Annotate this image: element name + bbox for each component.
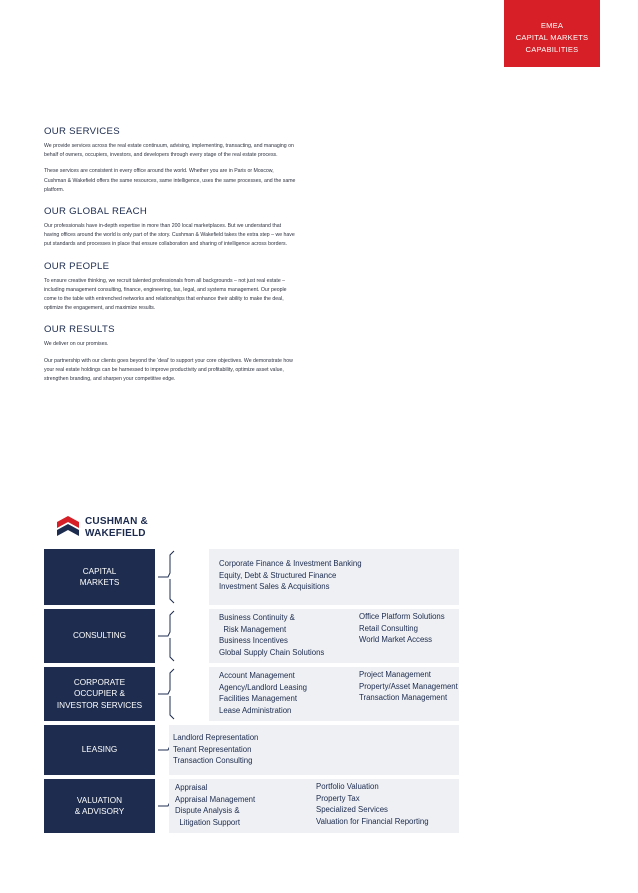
- section-paragraph: Our professionals have in-depth expertise in more than 200 local marketplaces. But we understand that having offices around the world is only part of the story. Cushman & Wakefield takes the extra step – we have put standards and processes in place that ensure collaboration and sharing of intelligence across borders.: [44, 223, 295, 248]
- service-item: Corporate Finance & Investment Banking: [219, 559, 362, 568]
- category-line: MARKETS: [79, 578, 120, 587]
- logo-text-line2: WAKEFIELD: [85, 528, 146, 539]
- service-item: Litigation Support: [175, 817, 241, 827]
- logo-mark-icon: [56, 515, 80, 539]
- service-row-leasing: [44, 725, 459, 775]
- tag-line-subtitle: CAPABILITIES: [525, 45, 579, 54]
- service-item: Lease Administration: [219, 705, 292, 715]
- service-panel: [169, 725, 459, 775]
- service-item: Retail Consulting: [359, 623, 418, 633]
- service-column-2: [359, 669, 458, 704]
- category-line: INVESTOR SERVICES: [56, 700, 143, 710]
- service-item: Agency/Landlord Leasing: [219, 682, 307, 692]
- category-label: [44, 667, 155, 721]
- brace-connector-icon: [158, 667, 206, 721]
- category-line: OCCUPIER &: [74, 689, 125, 699]
- service-item: Valuation for Financial Reporting: [316, 816, 429, 826]
- service-item: Tenant Representation: [173, 744, 252, 754]
- section-paragraph: These services are consistent in every office around the world. Whether you are in Paris or Moscow, Cushman & Wakefield offers the same resources, same intelligence, uses the same processes, and the same platform.: [44, 168, 296, 193]
- tag-line-region: EMEA: [540, 21, 564, 30]
- category-line: CORPORATE: [73, 677, 126, 687]
- service-item: World Market Access: [359, 635, 433, 644]
- service-item: Project Management: [359, 670, 431, 679]
- section-tag: [504, 0, 600, 67]
- category-label: [44, 609, 155, 663]
- category-line: & ADVISORY: [74, 807, 125, 816]
- service-item: Dispute Analysis &: [175, 806, 240, 815]
- service-item: Business Incentives: [219, 636, 288, 645]
- section-paragraph: Our partnership with our clients goes beyond the ‘deal’ to support your core objectives. We demonstrate how your real estate holdings can be harnessed to improve productivity and profitability, optimize asset value, strengthen branding, and sharpen your competitive edge.: [44, 357, 293, 383]
- service-column-2: [316, 781, 429, 827]
- category-label: [44, 725, 155, 775]
- service-column-1: [219, 612, 324, 658]
- category-label: [44, 779, 155, 833]
- service-row-corporate-occupier: [44, 667, 459, 721]
- service-panel: [169, 779, 459, 833]
- service-item: Appraisal Management: [175, 794, 256, 804]
- service-item: Office Platform Solutions: [359, 612, 445, 621]
- service-column-1: [219, 558, 362, 593]
- service-panel: [209, 609, 459, 663]
- service-panel: [209, 549, 459, 605]
- category-line: LEASING: [81, 745, 118, 755]
- service-column-1: [219, 670, 307, 716]
- service-item: Investment Sales & Acquisitions: [219, 582, 330, 591]
- section-results: [44, 324, 296, 384]
- service-item: Account Management: [219, 671, 295, 680]
- section-people: [44, 261, 296, 314]
- section-title: OUR RESULTS: [44, 324, 115, 336]
- service-item: Specialized Services: [316, 805, 388, 814]
- service-item: Transaction Consulting: [173, 756, 253, 765]
- service-panel: [209, 667, 459, 721]
- service-column-2: [359, 611, 445, 646]
- brace-connector-icon: [158, 609, 206, 663]
- tag-line-title: CAPITAL MARKETS: [515, 33, 589, 42]
- text-sections: [44, 126, 296, 391]
- service-item: Global Supply Chain Solutions: [219, 647, 325, 657]
- category-line: CAPITAL: [82, 566, 117, 576]
- service-row-consulting: [44, 609, 459, 663]
- service-column-1: [175, 782, 255, 828]
- category-line: CONSULTING: [72, 631, 127, 641]
- service-row-valuation: [44, 779, 459, 833]
- section-title: OUR GLOBAL REACH: [44, 206, 148, 218]
- service-row-capital-markets: [44, 549, 459, 605]
- category-line: VALUATION: [76, 795, 123, 805]
- section-global-reach: [44, 206, 296, 250]
- service-item: Portfolio Valuation: [316, 782, 379, 791]
- service-item: Business Continuity &: [219, 613, 295, 622]
- section-services: [44, 126, 296, 195]
- logo-text-line1: CUSHMAN &: [85, 516, 148, 527]
- company-logo: [56, 515, 166, 541]
- section-title: OUR PEOPLE: [44, 260, 110, 272]
- service-item: Property Tax: [316, 793, 360, 803]
- service-item: Facilities Management: [219, 694, 298, 703]
- service-item: Transaction Management: [359, 693, 448, 702]
- section-title: OUR SERVICES: [44, 126, 120, 137]
- service-item: Property/Asset Management: [359, 681, 458, 691]
- services-grid: [44, 549, 459, 837]
- service-item: Risk Management: [219, 624, 287, 634]
- service-column-1: [173, 732, 258, 767]
- section-paragraph: To ensure creative thinking, we recruit talented professionals from all backgrounds – not just real estate – including management consulting, finance, engineering, tax, legal, and systems management. Our people come to the table with entrenched networks and relationships that enhance their ability to make the deal, optimize the engagement, and maximize results.: [44, 277, 287, 312]
- service-item: Appraisal: [175, 783, 208, 792]
- category-label: [44, 549, 155, 605]
- section-paragraph: We deliver on our promises.: [44, 341, 109, 348]
- service-item: Landlord Representation: [173, 733, 259, 742]
- section-paragraph: We provide services across the real estate continuum, advising, implementing, transacting, and managing on behalf of owners, occupiers, investors, and developers through every stage of the real estate process.: [44, 143, 294, 159]
- service-item: Equity, Debt & Structured Finance: [219, 570, 337, 580]
- brace-connector-icon: [158, 549, 206, 605]
